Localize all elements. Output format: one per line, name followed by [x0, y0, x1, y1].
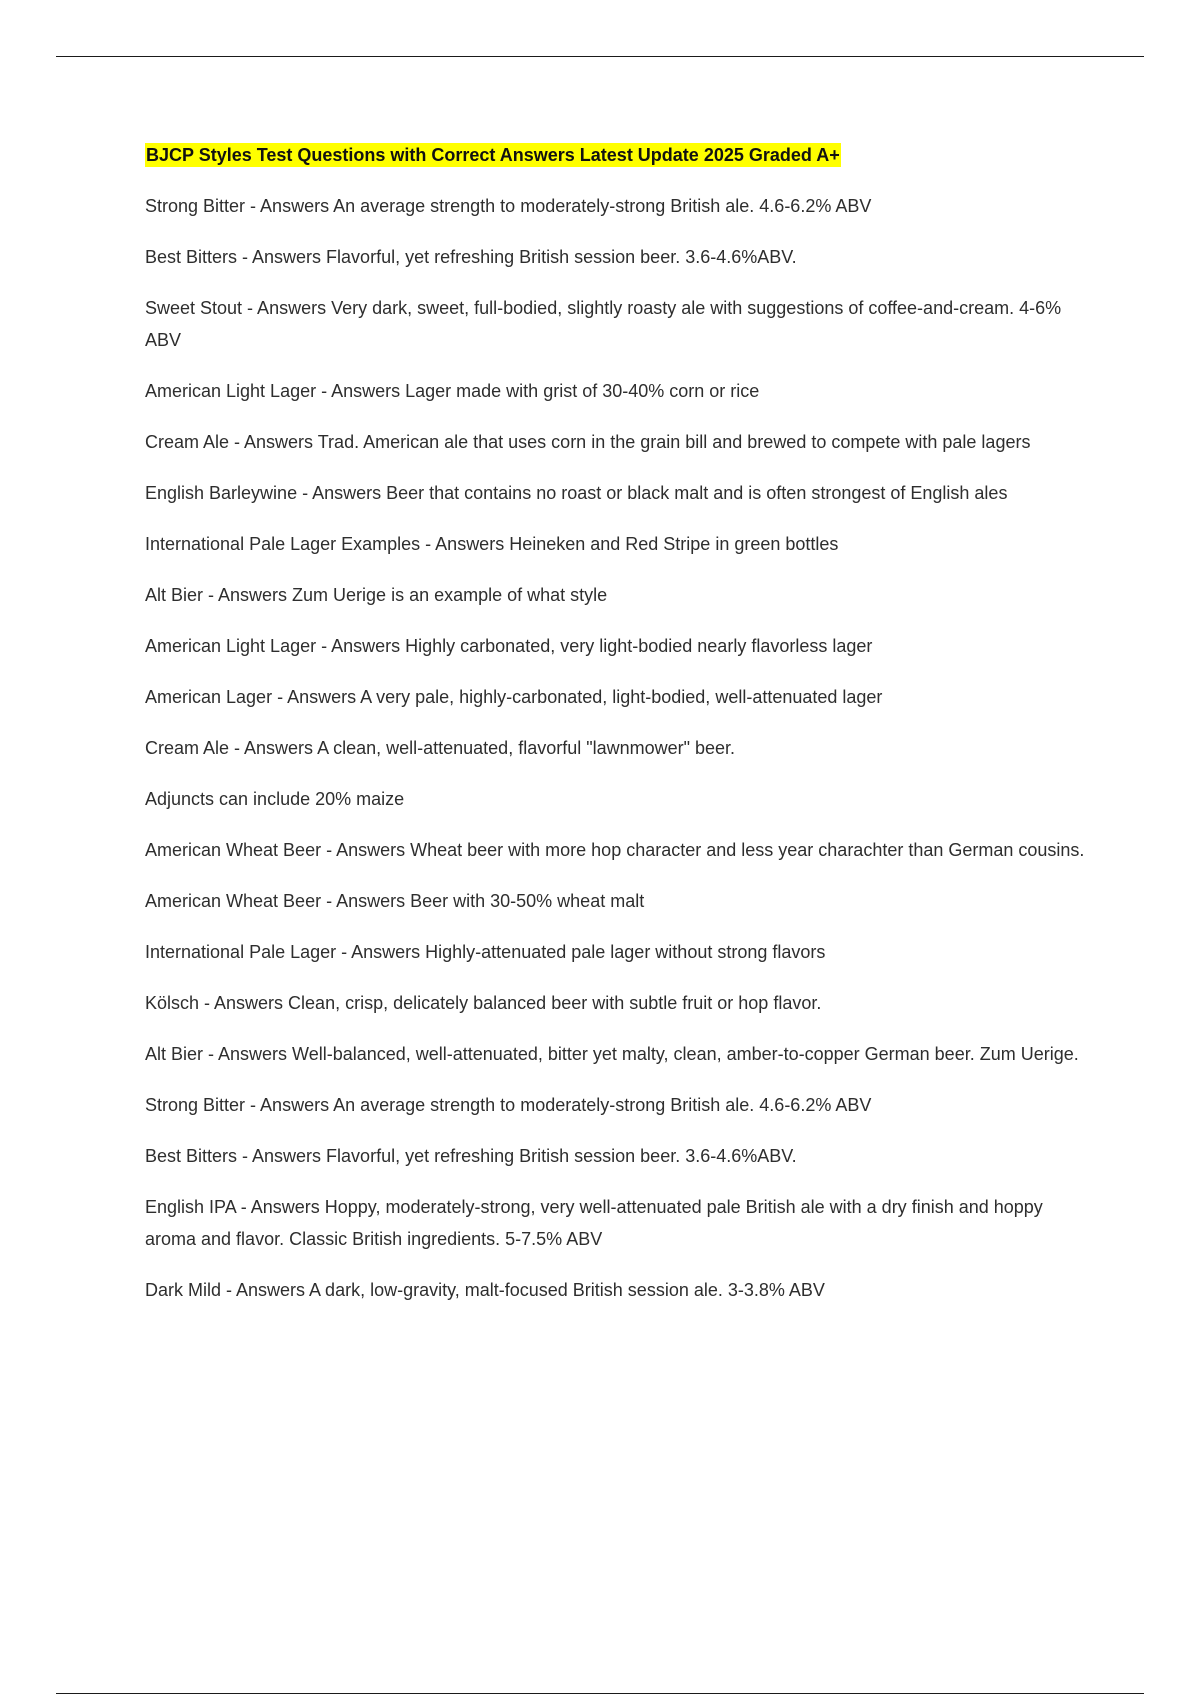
qa-item: Cream Ale - Answers A clean, well-attenuated, flavorful "lawnmower" beer. [145, 738, 736, 758]
qa-item: American Light Lager - Answers Lager made with grist of 30-40% corn or rice [145, 381, 760, 401]
qa-item: Best Bitters - Answers Flavorful, yet refreshing British session beer. 3.6-4.6%ABV. [145, 1146, 797, 1166]
qa-item: Cream Ale - Answers Trad. American ale that uses corn in the grain bill and brewed to compete with pale lagers [145, 432, 1031, 452]
qa-item: American Wheat Beer - Answers Beer with 30-50% wheat malt [145, 891, 645, 911]
qa-item: Strong Bitter - Answers An average strength to moderately-strong British ale. 4.6-6.2% ABV [145, 1095, 872, 1115]
qa-item: English Barleywine - Answers Beer that contains no roast or black malt and is often strongest of English ales [145, 483, 1008, 503]
qa-item: Kölsch - Answers Clean, crisp, delicately balanced beer with subtle fruit or hop flavor. [145, 993, 822, 1013]
qa-item: Alt Bier - Answers Zum Uerige is an example of what style [145, 585, 608, 605]
qa-item: American Wheat Beer - Answers Wheat beer with more hop character and less year charachter than German cousins. [145, 840, 1085, 860]
qa-item: Strong Bitter - Answers An average strength to moderately-strong British ale. 4.6-6.2% ABV [145, 196, 872, 216]
qa-item: International Pale Lager Examples - Answers Heineken and Red Stripe in green bottles [145, 534, 839, 554]
qa-item: Best Bitters - Answers Flavorful, yet refreshing British session beer. 3.6-4.6%ABV. [145, 247, 797, 267]
top-rule [56, 56, 1144, 57]
qa-item: English IPA - Answers Hoppy, moderately-strong, very well-attenuated pale British ale with a dry finish and hoppy aroma and flavor. Classic British ingredients. 5-7.5% ABV [145, 1197, 1043, 1249]
qa-item: Sweet Stout - Answers Very dark, sweet, full-bodied, slightly roasty ale with suggestions of coffee-and-cream. 4-6% ABV [145, 298, 1062, 350]
qa-item: International Pale Lager - Answers Highly-attenuated pale lager without strong flavors [145, 942, 826, 962]
document-title: BJCP Styles Test Questions with Correct Answers Latest Update 2025 Graded A+ [146, 145, 840, 165]
qa-item: American Lager - Answers A very pale, highly-carbonated, light-bodied, well-attenuated lager [145, 687, 883, 707]
qa-item: Adjuncts can include 20% maize [145, 789, 405, 809]
qa-item: Alt Bier - Answers Well-balanced, well-attenuated, bitter yet malty, clean, amber-to-copper German beer. Zum Uerige. [145, 1044, 1079, 1064]
qa-item: American Light Lager - Answers Highly carbonated, very light-bodied nearly flavorless lager [145, 636, 873, 656]
document-body [145, 143, 1095, 1325]
title-row [145, 143, 1095, 190]
qa-item: Dark Mild - Answers A dark, low-gravity, malt-focused British session ale. 3-3.8% ABV [145, 1280, 825, 1300]
bottom-rule [56, 1693, 1144, 1694]
